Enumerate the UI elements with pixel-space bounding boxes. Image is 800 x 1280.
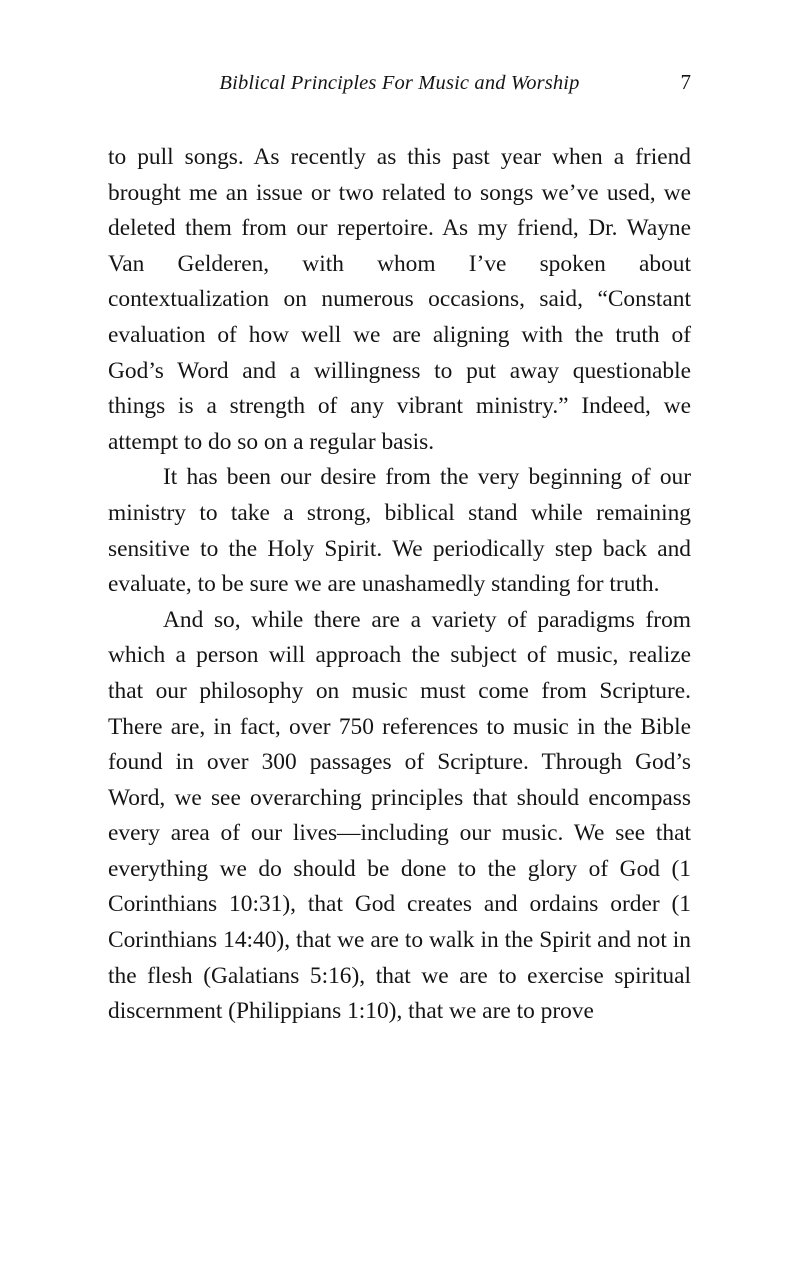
running-head-title: Biblical Principles For Music and Worship <box>219 72 580 94</box>
paragraph-1: to pull songs. As recently as this past year when a friend brought me an issue or two related to songs we’ve used, we deleted them from our repertoire. As my friend, Dr. Wayne Van Gelderen, with whom I’ve spoken about contextualization on numerous occasions, said, “Constant evaluation of how well we are aligning with the truth of God’s Word and a willingness to put away questionable things is a strength of any vibrant ministry.” Indeed, we attempt to do so on a regular basis. <box>108 144 691 455</box>
page-number: 7 <box>680 70 691 94</box>
body-text-column <box>108 140 691 1030</box>
paragraph-3: And so, while there are a variety of paradigms from which a person will approach the subject of music, realize that our philosophy on music must come from Scripture. There are, in fact, over 750 references to music in the Bible found in over 300 passages of Scripture. Through God’s Word, we see overarching principles that should encompass every area of our lives—including our music. We see that everything we do should be done to the glory of God (1 Corinthians 10:31), that God creates and ordains order (1 Corinthians 14:40), that we are to walk in the Spirit and not in the flesh (Galatians 5:16), that we are to exercise spiritual discernment (Philippians 1:10), that we are to prove <box>108 606 691 1025</box>
paragraph-2: It has been our desire from the very beginning of our ministry to take a strong, biblical stand while remaining sensitive to the Holy Spirit. We periodically step back and evaluate, to be sure we are unashamedly standing for truth. <box>108 464 691 598</box>
running-head <box>108 72 691 106</box>
